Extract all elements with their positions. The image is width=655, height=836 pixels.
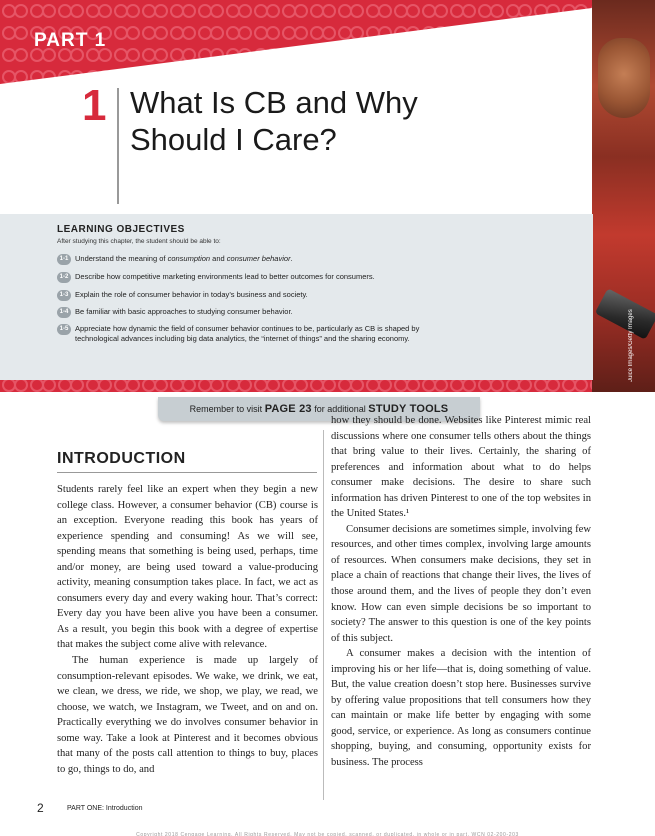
part-label: PART 1 [34, 30, 107, 51]
paragraph: how they should be done. Websites like Pinterest mimic real discussions where one consumer tells others about the things that bring value to their lives. Certainly, the sharing of preferences and information about what to do helps consumer make decisions. The desire to share such information has driven Pinterest to one of the top websites in the United States.¹ [331, 415, 591, 520]
column-divider [323, 430, 324, 800]
section-heading-rule [57, 472, 317, 473]
objective-number: 1-5 [57, 324, 71, 335]
learning-objective: 1-3 Explain the role of consumer behavior in today’s business and society. [57, 290, 455, 301]
learning-objectives-intro: After studying this chapter, the student should be able to: [57, 238, 221, 245]
body-column-left [57, 482, 318, 777]
running-footer: PART ONE: Introduction [67, 805, 143, 812]
learning-objectives-title: LEARNING OBJECTIVES [57, 224, 185, 235]
page-number: 2 [37, 801, 44, 815]
study-tools-banner: Remember to visit PAGE 23 for additional STUDY TOOLS [158, 397, 480, 421]
learning-objective: 1-2 Describe how competitive marketing environments lead to better outcomes for consumers. [57, 272, 455, 283]
paragraph: A consumer makes a decision with the intention of improving his or her life—that is, doing something of value. But, the value creation doesn’t stop here. Businesses survive by offering value propositions that tell consumers how they can maintain or make life better by engaging with some good, service, or experience. As long as consumers continue shopping, buying, and consuming, opportunity exists for business. The process [331, 648, 591, 769]
body-column-right [331, 413, 591, 771]
photo-credit: Juice Images/Getty Images [628, 309, 634, 382]
paragraph: Students rarely feel like an expert when they begin a new college class. However, a consumer behavior (CB) course is an exception. Everyone reading this book has years of experience spending and consuming! As we will see, spending means that something is being used, perhaps, time and/or money, are being used toward a value-producing activity, meaning consumption takes place. In fact, we act as consumers every day and every waking hour. That’s correct: Every day you have been alive you have been a consumer. As a result, you begin this book with a degree of expertise that makes the subject come alive with relevance. [57, 484, 318, 651]
chapter-title-divider [117, 88, 119, 204]
copyright-notice: Copyright 2018 Cengage Learning. All Rights Reserved. May not be copied, scanned, or duplicated, in whole or in part. WCN 02-200-203 [136, 832, 519, 836]
objective-number: 1-4 [57, 307, 71, 318]
objective-number: 1-1 [57, 254, 71, 265]
section-heading: INTRODUCTION [57, 450, 186, 467]
paragraph: The human experience is made up largely of consumption-relevant episodes. We wake, we drink, we eat, we clean, we dress, we ride, we shop, we play, we read, we choose, we watch, we Instagram, we Tweet, and on and on. Practically everything we do involves consumer behavior in some way. Take a look at Pinterest and it becomes obvious that many of the posts call attention to things to buy, places to go, things to do, and [57, 655, 318, 775]
objective-number: 1-3 [57, 290, 71, 301]
chapter-title: What Is CB and Why Should I Care? [130, 85, 418, 157]
learning-objective: 1-4 Be familiar with basic approaches to studying consumer behavior. [57, 307, 455, 318]
learning-objective: 1-1 Understand the meaning of consumption and consumer behavior. [57, 254, 455, 265]
objective-number: 1-2 [57, 272, 71, 283]
chapter-number: 1 [82, 81, 107, 130]
learning-objective: 1-5 Appreciate how dynamic the field of consumer behavior continues to be, particularly as CB is shaped by technological advances including big data analytics, the “internet of things” and the sharing economy. [57, 324, 455, 344]
paragraph: Consumer decisions are sometimes simple, involving few resources, and other times complex, involving large amounts of resources. When consumers make decisions, they set in place a chain of reactions that change their lives, the lives of those around them, and the lives of people they don’t even know. How can even simple decisions be so important to society? The answer to this question is one of the key points of this subject. [331, 523, 591, 644]
